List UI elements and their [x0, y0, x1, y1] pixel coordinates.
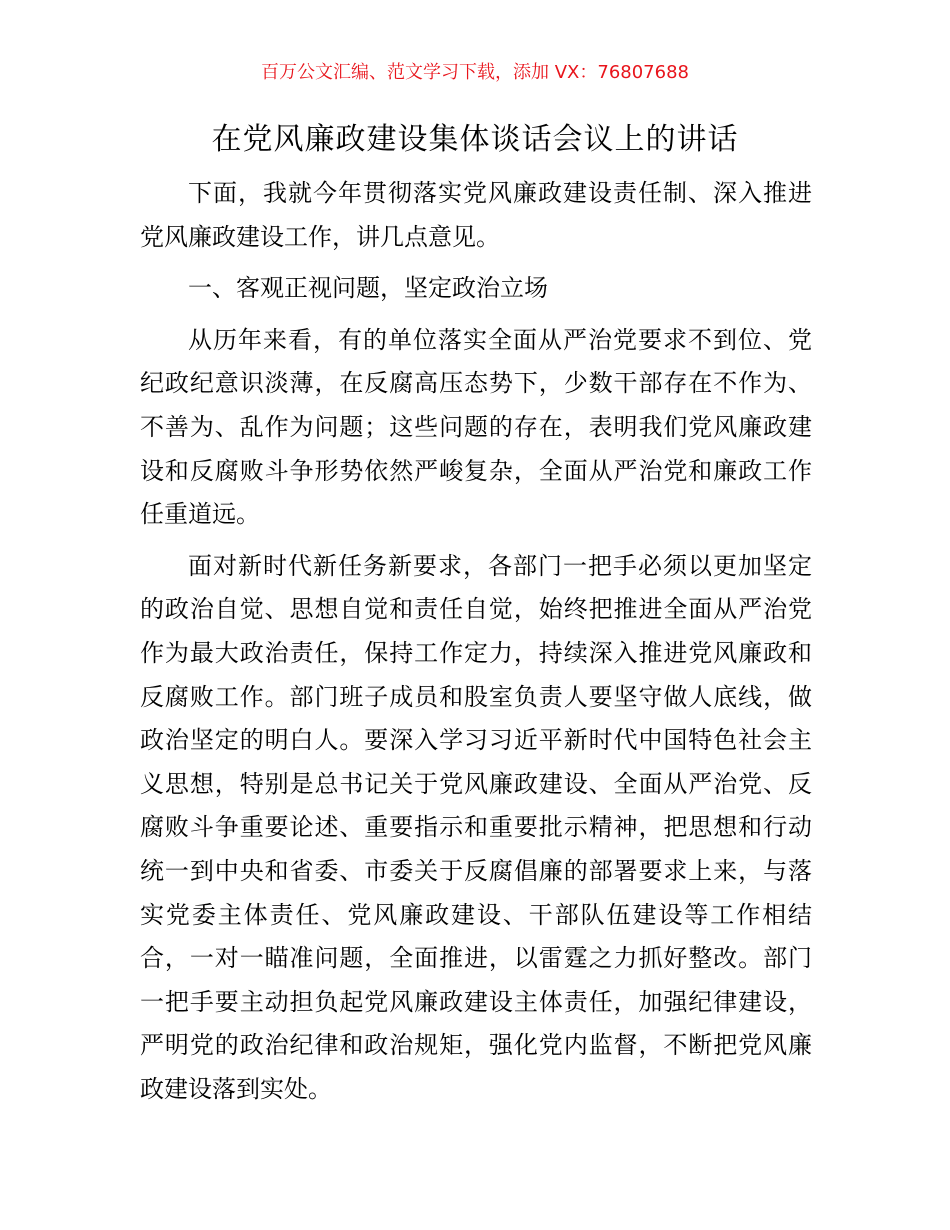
text-line: 政建设落到实处。	[140, 1074, 332, 1103]
text-line: 面对新时代新任务新要求，各部门一把手必须以更加坚定	[188, 551, 812, 580]
document-body	[140, 172, 812, 1119]
text-line: 不善为、乱作为问题；这些问题的存在，表明我们党风廉政建	[140, 412, 812, 441]
text-line: 从历年来看，有的单位落实全面从严治党要求不到位、党	[188, 325, 812, 354]
paragraph	[140, 172, 812, 259]
text-line: 一把手要主动担负起党风廉政建设主体责任，加强纪律建设，	[140, 987, 812, 1016]
text-line: 下面，我就今年贯彻落实党风廉政建设责任制、深入推进	[188, 179, 812, 207]
paragraph	[140, 545, 812, 1112]
text-line: 纪政纪意识淡薄，在反腐高压态势下，少数干部存在不作为、	[140, 369, 812, 398]
text-line: 腐败斗争重要论述、重要指示和重要批示精神，把思想和行动	[140, 813, 812, 842]
text-line: 反腐败工作。部门班子成员和股室负责人要坚守做人底线，做	[140, 682, 812, 711]
text-line: 严明党的政治纪律和政治规矩，强化党内监督，不断把党风廉	[140, 1031, 812, 1060]
text-line: 合，一对一瞄准问题，全面推进，以雷霆之力抓好整改。部门	[140, 944, 812, 973]
text-line: 实党委主体责任、党风廉政建设、干部队伍建设等工作相结	[140, 900, 812, 929]
text-line: 一、客观正视问题，坚定政治立场	[188, 274, 548, 303]
text-line: 义思想，特别是总书记关于党风廉政建设、全面从严治党、反	[140, 769, 812, 798]
paragraph	[140, 319, 812, 537]
section-heading	[140, 267, 812, 311]
text-line: 设和反腐败斗争形势依然严峻复杂，全面从严治党和廉政工作	[140, 456, 812, 485]
text-line: 的政治自觉、思想自觉和责任自觉，始终把推进全面从严治党	[140, 595, 812, 624]
watermark-header: 百万公文汇编、范文学习下载，添加 VX：76807688	[261, 62, 689, 83]
document-title: 在党风廉政建设集体谈话会议上的讲话	[211, 122, 739, 157]
text-line: 统一到中央和省委、市委关于反腐倡廉的部署要求上来，与落	[140, 856, 812, 885]
text-line: 政治坚定的明白人。要深入学习习近平新时代中国特色社会主	[140, 726, 812, 755]
text-line: 作为最大政治责任，保持工作定力，持续深入推进党风廉政和	[140, 638, 812, 667]
text-line: 任重道远。	[140, 500, 260, 529]
text-line: 党风廉政建设工作，讲几点意见。	[140, 222, 500, 251]
